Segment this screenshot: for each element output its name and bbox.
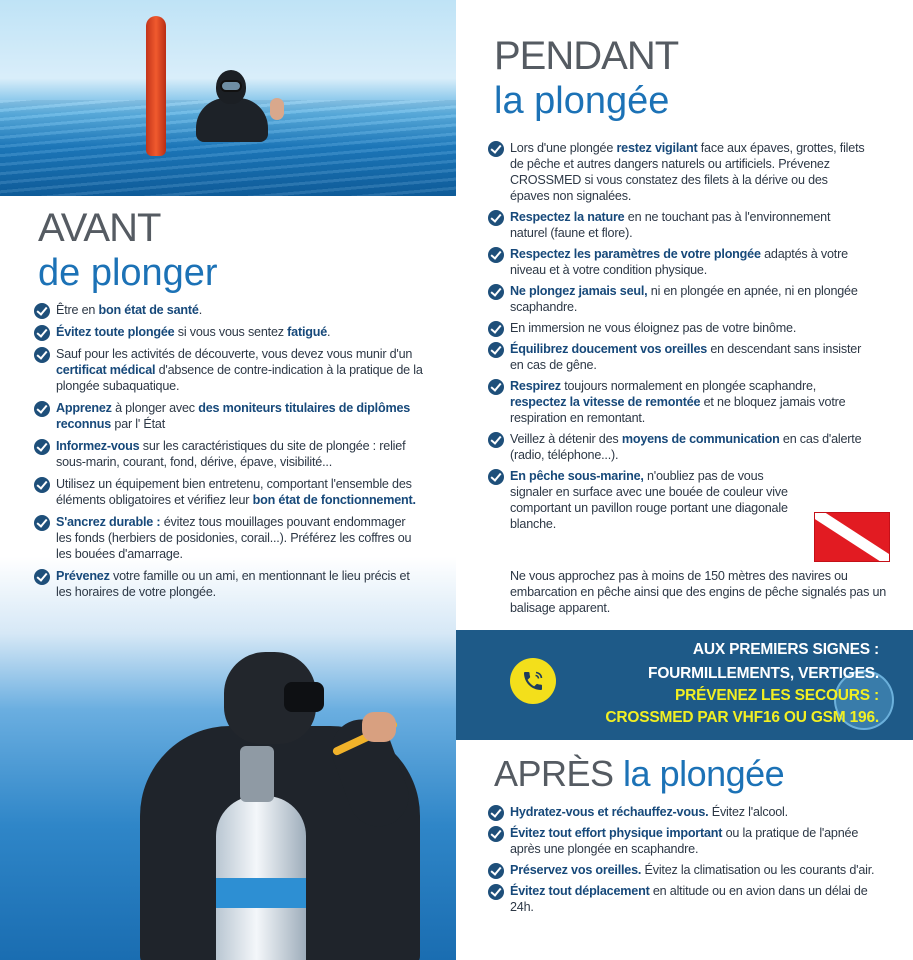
before-title: [38, 206, 218, 296]
check-icon: [488, 432, 504, 448]
checklist-item: [488, 378, 868, 426]
item-text: en descendant sans insister en cas de gêne.: [510, 342, 862, 372]
checklist-item: [488, 283, 868, 315]
item-text: ou la pratique de l'apnée après une plongée en scaphandre.: [510, 826, 859, 856]
during-list: [488, 140, 868, 537]
item-text: et ne bloquez jamais votre respiration en remontant.: [510, 395, 846, 425]
check-icon: [488, 342, 504, 358]
item-text: à plonger avec: [111, 401, 199, 415]
check-icon: [34, 477, 50, 493]
checklist-item: [34, 324, 424, 340]
item-text-bold: restez vigilant: [616, 141, 698, 155]
checklist-item: [488, 883, 878, 915]
checklist-item: [488, 246, 868, 278]
checklist-item: [488, 825, 878, 857]
check-icon: [488, 826, 504, 842]
after-list: [488, 804, 878, 920]
item-text: sur les caractéristiques du site de plongée : relief sous-marin, courant, fond, dérive, épave, visibilité...: [56, 439, 406, 469]
check-icon: [488, 379, 504, 395]
mask-strap: [284, 682, 324, 712]
during-title-line2: la plongée: [494, 80, 670, 122]
check-icon: [34, 325, 50, 341]
check-icon: [488, 863, 504, 879]
item-text-bold: En pêche sous-marine,: [510, 469, 644, 483]
alert-line-1: AUX PREMIERS SIGNES :: [692, 641, 879, 658]
item-text-bold: moyens de communication: [621, 432, 780, 446]
item-text: face aux épaves, grottes, filets de pêche et autres dangers naturels ou artificiels. Prévenez CROSSMED si vous constatez des filets à la dérive ou des épaves non signalées.: [510, 141, 865, 203]
item-text: En immersion ne vous éloignez pas de votre binôme.: [510, 321, 797, 335]
diver-down-flag: [814, 512, 890, 562]
alert-line-2: FOURMILLEMENTS, VERTIGES.: [648, 665, 879, 682]
ok-hand-sign: [270, 98, 284, 120]
checklist-item: [34, 400, 424, 432]
item-text-bold: Évitez toute plongée: [56, 325, 175, 339]
diver-mask: [220, 80, 242, 92]
check-icon: [488, 321, 504, 337]
item-text-bold: certificat médical: [56, 363, 156, 377]
checklist-item: [488, 209, 868, 241]
item-text-bold: bon état de santé: [98, 303, 199, 317]
after-title-part1: APRÈS: [494, 753, 614, 794]
item-text: .: [198, 303, 202, 317]
item-text-bold: Évitez tout effort physique important: [510, 826, 723, 840]
item-text-bold: Évitez tout déplacement: [510, 884, 650, 898]
diver-body: [196, 98, 268, 142]
check-icon: [488, 247, 504, 263]
after-title: [494, 752, 784, 796]
item-text-bold: des moniteurs titulaires de diplômes reconnus: [56, 401, 411, 431]
checklist-item: [34, 438, 424, 470]
distance-note: Ne vous approchez pas à moins de 150 mètres des navires ou embarcation en pêche ainsi que des engins de pêche signalés pas un balisage apparent.: [510, 569, 887, 615]
boat-diver-photo: [120, 646, 440, 960]
checklist-item: [488, 804, 878, 820]
before-list: [34, 302, 424, 606]
check-icon: [488, 884, 504, 900]
item-text-bold: S'ancrez durable :: [56, 515, 161, 529]
during-title: [494, 34, 678, 124]
item-text: Utilisez un équipement bien entretenu, comportant l'ensemble des éléments obligatoires et vérifiez leur: [56, 477, 412, 507]
during-title-line1: PENDANT: [494, 34, 679, 78]
check-icon: [34, 347, 50, 363]
before-title-line1: AVANT: [38, 206, 161, 250]
checklist-item: [488, 320, 868, 336]
tank-band: [216, 878, 306, 908]
item-text: si vous vous sentez: [174, 325, 288, 339]
surface-diver-photo: [0, 0, 456, 196]
flag-diagonal: [814, 512, 890, 562]
checklist-item: [34, 568, 424, 600]
check-icon: [34, 401, 50, 417]
item-text: ni en plongée en apnée, ni en plongée scaphandre.: [510, 284, 858, 314]
check-icon: [488, 805, 504, 821]
item-text: Évitez l'alcool.: [708, 805, 788, 819]
checklist-item: [34, 476, 424, 508]
item-text-bold: fatigué: [287, 325, 328, 339]
item-text: toujours normalement en plongée scaphandre,: [560, 379, 817, 393]
item-text: Être en: [56, 303, 99, 317]
alert-line-3: PRÉVENEZ LES SECOURS :: [674, 687, 879, 704]
item-text-bold: Équilibrez doucement vos oreilles: [510, 342, 708, 356]
check-icon: [488, 469, 504, 485]
tank-valve: [240, 746, 274, 802]
check-icon: [34, 569, 50, 585]
item-text: en ne touchant pas à l'environnement naturel (faune et flore).: [510, 210, 831, 240]
checklist-item: [488, 431, 868, 463]
check-icon: [488, 284, 504, 300]
emergency-banner: [456, 630, 913, 740]
item-text-bold: Ne plongez jamais seul,: [510, 284, 648, 298]
item-text-bold: Respirez: [510, 379, 561, 393]
check-icon: [488, 210, 504, 226]
checklist-item: [34, 302, 424, 318]
diver-hand: [362, 712, 396, 742]
item-text-bold: Apprenez: [56, 401, 112, 415]
item-text-bold: Respectez la nature: [510, 210, 625, 224]
item-text-bold: bon état de fonctionnement.: [252, 493, 416, 507]
check-icon: [488, 141, 504, 157]
signal-buoy: [146, 16, 166, 156]
item-text: en cas d'alerte (radio, téléphone...).: [510, 432, 862, 462]
item-text: .: [327, 325, 331, 339]
check-icon: [34, 515, 50, 531]
right-column: [456, 0, 913, 960]
item-text-bold: Prévenez: [56, 569, 110, 583]
checklist-item: [488, 341, 868, 373]
left-column: [0, 0, 456, 960]
item-text: Évitez la climatisation ou les courants d'air.: [641, 863, 875, 877]
phone-icon: [510, 658, 556, 704]
checklist-item: [34, 346, 424, 394]
item-text: évitez tous mouillages pouvant endommager les fonds (herbiers de posidonies, corail...). Préférez les coffres ou les bouées d'amarrage.: [56, 515, 412, 561]
item-text: par l' État: [111, 417, 165, 431]
item-text: en altitude ou en avion dans un délai de 24h.: [510, 884, 868, 914]
check-icon: [34, 439, 50, 455]
check-icon: [34, 303, 50, 319]
item-text: Veillez à détenir des: [510, 432, 622, 446]
item-text: Sauf pour les activités de découverte, vous devez vous munir d'un: [56, 347, 413, 361]
item-text-bold: Hydratez-vous et réchauffez-vous.: [510, 805, 709, 819]
item-text-bold: Préservez vos oreilles.: [510, 863, 642, 877]
item-text-bold: respectez la vitesse de remontée: [510, 395, 701, 409]
checklist-item: [488, 468, 788, 532]
item-text: votre famille ou un ami, en mentionnant le lieu précis et les horaires de votre plongée.: [56, 569, 410, 599]
after-title-part2: la plongée: [613, 753, 785, 794]
item-text-bold: Respectez les paramètres de votre plongée: [510, 247, 761, 261]
item-text: d'absence de contre-indication à la pratique de la plongée subaquatique.: [56, 363, 423, 393]
checklist-item: [488, 140, 868, 204]
item-text-bold: Informez-vous: [56, 439, 140, 453]
item-text: Lors d'une plongée: [510, 141, 617, 155]
before-title-line2: de plonger: [38, 252, 218, 294]
checklist-item: [488, 862, 878, 878]
checklist-item: [34, 514, 424, 562]
alert-line-4: CROSSMED PAR VHF16 OU GSM 196.: [605, 709, 879, 726]
item-text: n'oubliez pas de vous signaler en surface avec une bouée de couleur vive comportant un pavillon rouge portant une diagonale blanche.: [510, 469, 788, 531]
item-text: adaptés à votre niveau et à votre condition physique.: [510, 247, 848, 277]
